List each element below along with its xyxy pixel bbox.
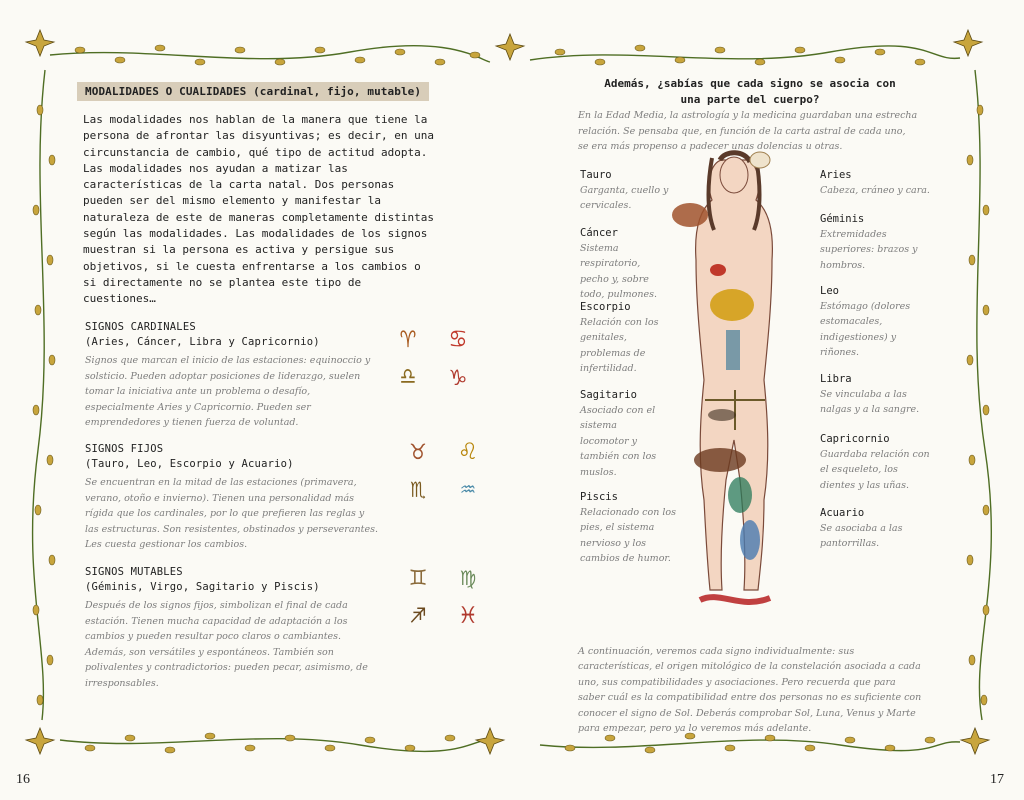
cardinal-group <box>85 320 380 431</box>
part-escorpio: Escorpio Relación con los genitales, problemas de infertilidad. <box>580 301 659 375</box>
cardinal-text: Signos que marcan el inicio de las estaciones: equinoccio y solsticio. Pueden adoptar posiciones de liderazgo, suelen tomar la iniciativa ante un problema o desafío, especialmente Aries y Capricornio. Pueden ser emprendedores y tienen fuerza de voluntad. <box>85 355 371 429</box>
page-number-left: 16 <box>16 772 30 787</box>
fixed-icons <box>398 434 492 506</box>
modalities-intro: Las modalidades nos hablan de la manera que tiene la persona de afrontar las disyuntivas; es decir, en una circunstancia de cambio, qué tipo de actitud adopta. Las modalidades nos ayudan a matizar las características de la carta natal. Dos personas pueden ser del mismo elemento y manifestar la naturaleza de este de maneras completamente distintas según las modalidades. Las modalidades de los signos muestran si la persona es activa y persigue sus objetivos, si le cuesta enfrentarse a los cambios o si directamente no se plantea este tipo de cuestiones… <box>83 113 434 306</box>
capricorn-icon: ♑ <box>450 362 466 392</box>
page-number-right: 17 <box>990 772 1004 787</box>
fixed-group <box>85 442 380 553</box>
aries-icon: ♈ <box>400 324 416 354</box>
part-geminis: Géminis Extremidades superiores: brazos y hombros. <box>820 213 918 271</box>
cancer-icon: ♋ <box>450 324 466 354</box>
left-page <box>75 80 435 308</box>
pisces-icon: ♓ <box>460 600 476 630</box>
part-acuario: Acuario Se asociaba a las pantorrillas. <box>820 507 903 550</box>
libra-icon: ♎ <box>400 362 416 392</box>
part-leo: Leo Estómago (dolores estomacales, indigestiones) y riñones. <box>820 285 911 359</box>
cardinal-signs: (Aries, Cáncer, Libra y Capricornio) <box>85 336 320 348</box>
cardinal-heading: SIGNOS CARDINALES <box>85 321 196 333</box>
scorpio-icon: ♏ <box>410 474 426 504</box>
part-cancer: Cáncer Sistema respiratorio, pecho y, sobre todo, pulmones. <box>580 227 657 301</box>
mutable-icons <box>398 560 492 632</box>
leo-icon: ♌ <box>460 436 476 466</box>
cardinal-icons <box>388 322 482 394</box>
body-parts-conclusion: A continuación, veremos cada signo individualmente: sus características, el origen mitológico de la constelación asociada a cada uno, sus compatibilidades y asociaciones. Pero recuerda que para saber cuál es la compatibilidad entre dos personas no es suficiente con conocer el signo de Sol. Deberás comprobar Sol, Luna, Venus y Marte para empezar, pero ya lo veremos más adelante. <box>578 646 922 735</box>
body-parts-title: Además, ¿sabías que cada signo se asocia con una parte del cuerpo? <box>604 77 896 106</box>
sagittarius-icon: ♐ <box>410 600 426 630</box>
part-libra: Libra Se vinculaba a las nalgas y a la sangre. <box>820 373 920 416</box>
part-aries: Aries Cabeza, cráneo y cara. <box>820 169 930 196</box>
part-capricornio: Capricornio Guardaba relación con el esqueleto, los dientes y las uñas. <box>820 433 930 491</box>
virgo-icon: ♍ <box>460 562 476 592</box>
modalities-title: MODALIDADES O CUALIDADES (cardinal, fijo, mutable) <box>77 82 429 101</box>
mutable-group <box>85 565 380 692</box>
mutable-text: Después de los signos fijos, simbolizan el final de cada estación. Tienen mucha capacidad de adaptación a los cambios y pueden resultar poco claros o cambiantes. Además, son versátiles y espontáneos. También son polivalentes y contradictorios: pueden pecar, asimismo, de irresponsables. <box>85 600 368 689</box>
fixed-text: Se encuentran en la mitad de las estaciones (primavera, verano, otoño e invierno). Tienen una personalidad más rígida que los cardinales, por lo que prefieren las reglas y las estructuras. Son resistentes, obstinados y perseverantes. Les cuesta gestionar los cambios. <box>85 477 378 551</box>
taurus-icon: ♉ <box>410 436 426 466</box>
part-tauro: Tauro Garganta, cuello y cervicales. <box>580 169 669 212</box>
part-sagitario: Sagitario Asociado con el sistema locomotor y también con los muslos. <box>580 389 657 478</box>
mutable-signs: (Géminis, Virgo, Sagitario y Piscis) <box>85 581 320 593</box>
mutable-heading: SIGNOS MUTABLES <box>85 566 183 578</box>
fixed-signs: (Tauro, Leo, Escorpio y Acuario) <box>85 458 294 470</box>
part-piscis: Piscis Relacionado con los pies, el sistema nervioso y los cambios de humor. <box>580 491 676 565</box>
body-parts-intro: En la Edad Media, la astrología y la medicina guardaban una estrecha relación. Se pensaba que, en función de la carta astral de cada uno, se era más propenso a padecer unas dolencias u otras. <box>578 110 918 152</box>
fixed-heading: SIGNOS FIJOS <box>85 443 164 455</box>
gemini-icon: ♊ <box>410 562 426 592</box>
aquarius-icon: ♒ <box>460 474 476 504</box>
